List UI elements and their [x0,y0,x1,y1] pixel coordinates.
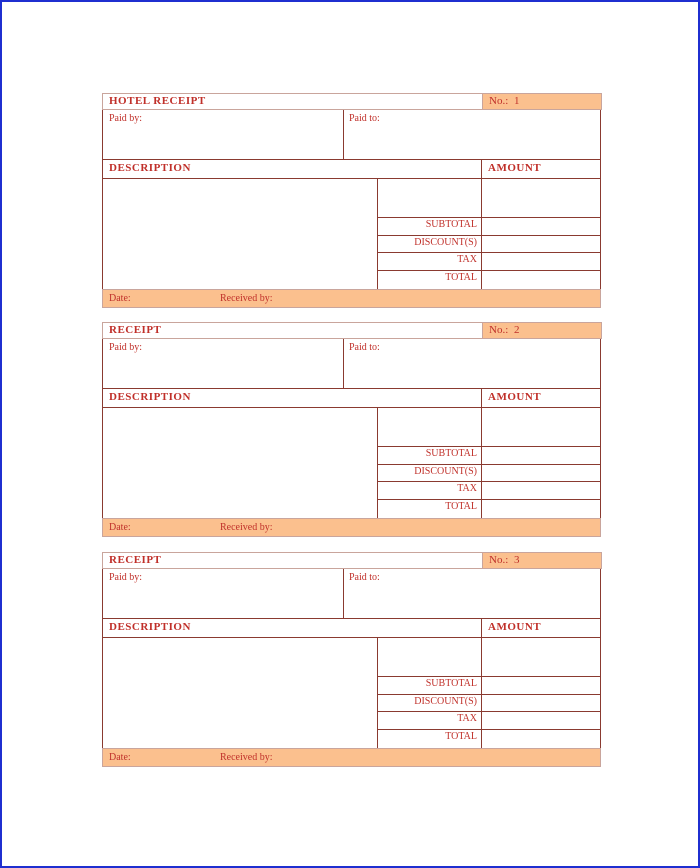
paid-to-field[interactable]: Paid to: [349,572,380,583]
amount-divider [481,389,482,407]
total-line [377,729,601,730]
amount-header: AMOUNT [488,391,542,403]
receipt-footer [102,289,601,308]
tax-label: TAX [457,713,477,724]
line-items-area[interactable] [102,179,601,289]
paid-divider [343,569,344,618]
receipt-number-cell [482,552,602,569]
receipt-number-cell [482,93,602,110]
paid-to-field[interactable]: Paid to: [349,342,380,353]
receipt-title: RECEIPT [109,324,162,336]
paid-to-field[interactable]: Paid to: [349,113,380,124]
description-header-row [102,389,601,408]
tax-label: TAX [457,254,477,265]
amount-column-divider [481,408,482,518]
description-header: DESCRIPTION [109,162,191,174]
receipt-number-value: 2 [514,324,520,336]
amount-column-divider [481,179,482,289]
date-field[interactable]: Date: [109,752,131,763]
receipt-header [102,93,601,110]
amount-column-divider [481,638,482,748]
amount-divider [481,619,482,637]
receipt-number-cell [482,322,602,339]
discount-label: DISCOUNT(S) [414,237,477,248]
paid-by-field[interactable]: Paid by: [109,113,143,124]
receipt-title: RECEIPT [109,554,162,566]
receipt-header [102,322,601,339]
paid-section [102,110,601,160]
paid-divider [343,339,344,388]
discount-label: DISCOUNT(S) [414,466,477,477]
received-by-field[interactable]: Received by: [220,522,273,533]
tax-line [377,711,601,712]
date-field[interactable]: Date: [109,522,131,533]
amount-header: AMOUNT [488,621,542,633]
subtotal-label: SUBTOTAL [425,678,477,689]
total-label: TOTAL [445,501,477,512]
paid-by-field[interactable]: Paid by: [109,572,143,583]
receipt-footer [102,518,601,537]
receipt-footer [102,748,601,767]
subtotal-label: SUBTOTAL [425,219,477,230]
amount-divider [481,160,482,178]
description-header: DESCRIPTION [109,391,191,403]
discount-line [377,235,601,236]
totals-divider [377,638,378,748]
totals-divider [377,179,378,289]
total-line [377,499,601,500]
subtotal-line [377,217,601,218]
description-header: DESCRIPTION [109,621,191,633]
receipt-number-value: 3 [514,554,520,566]
discount-label: DISCOUNT(S) [414,696,477,707]
date-field[interactable]: Date: [109,293,131,304]
description-header-row [102,619,601,638]
paid-by-field[interactable]: Paid by: [109,342,143,353]
receipt-number-value: 1 [514,95,520,107]
subtotal-label: SUBTOTAL [425,448,477,459]
receipt-header [102,552,601,569]
paid-divider [343,110,344,159]
received-by-field[interactable]: Received by: [220,293,273,304]
tax-line [377,481,601,482]
tax-label: TAX [457,483,477,494]
subtotal-line [377,676,601,677]
subtotal-line [377,446,601,447]
received-by-field[interactable]: Received by: [220,752,273,763]
receipt-number-label: No.: [489,554,509,566]
tax-line [377,252,601,253]
receipt-number-label: No.: [489,95,509,107]
discount-line [377,694,601,695]
amount-header: AMOUNT [488,162,542,174]
paid-section [102,569,601,619]
total-label: TOTAL [445,731,477,742]
paid-section [102,339,601,389]
discount-line [377,464,601,465]
receipt-number-label: No.: [489,324,509,336]
totals-divider [377,408,378,518]
description-header-row [102,160,601,179]
total-line [377,270,601,271]
receipt-title: HOTEL RECEIPT [109,95,206,107]
total-label: TOTAL [445,272,477,283]
line-items-area[interactable] [102,408,601,518]
line-items-area[interactable] [102,638,601,748]
